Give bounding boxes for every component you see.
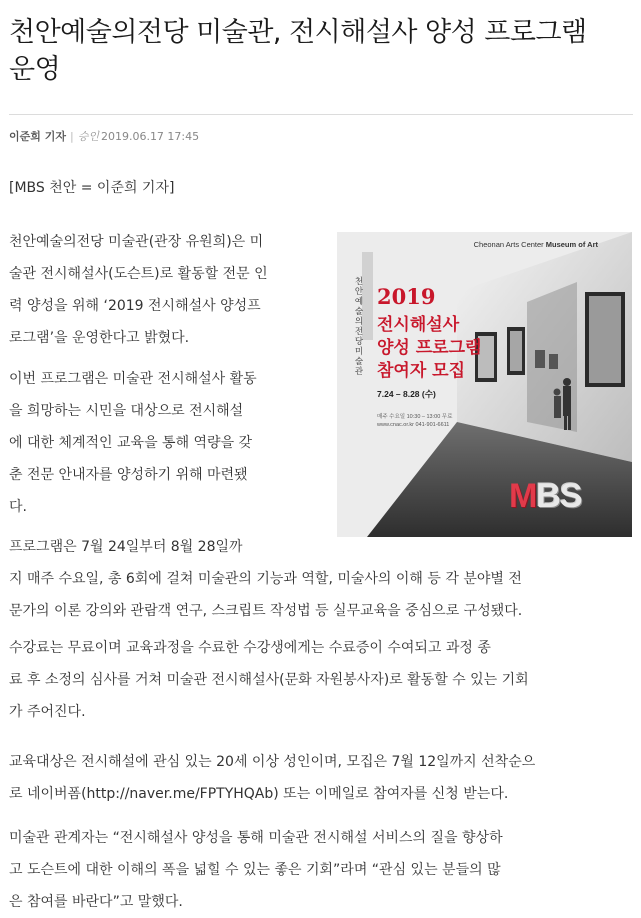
poster-year: 2019 (377, 284, 436, 309)
paragraph-schedule (9, 531, 633, 627)
paragraph-line: 은 참여를 바란다”고 말했다. (9, 894, 183, 910)
article-meta (9, 128, 199, 144)
poster-vertical-text: 천안예술의전당미술관 (354, 277, 364, 377)
mbs-watermark-logo: MBS (509, 477, 582, 515)
paragraph-line: 지 매주 수요일, 총 6회에 걸쳐 미술관의 기능과 역할, 미술사의 이해 등 각 분야별 전 (9, 571, 522, 587)
paragraph-intro (9, 226, 320, 354)
article-title-line1: 천안예술의전당 미술관, 전시해설사 양성 프로그램 (9, 17, 587, 48)
poster-header-prefix: Cheonan Arts Center (473, 240, 544, 249)
poster-dates: 7.24 – 8.28 (수) (377, 389, 436, 399)
paragraph-line: 천안예술의전당 미술관(관장 유원희)은 미 (9, 234, 264, 250)
author-name[interactable]: 이준희 기자 (9, 130, 66, 143)
paragraph-line: 력 양성을 위해 ‘2019 전시해설사 양성프 (9, 298, 261, 314)
poster-title-line1: 전시해설사 (377, 315, 460, 335)
paragraph-line: 고 도슨트에 대한 이해의 폭을 넓힐 수 있는 좋은 기회”라며 “관심 있는 분들의 많 (9, 862, 501, 878)
paragraph-quote (9, 822, 633, 918)
paragraph-line: 춘 전문 안내자를 양성하기 위해 마련됐 (9, 467, 248, 483)
paragraph-line: 가 주어진다. (9, 704, 86, 720)
paragraph-line: 로그램’을 운영한다고 밝혔다. (9, 330, 190, 346)
meta-separator: | (69, 130, 74, 143)
article-title (9, 14, 633, 88)
poster-info-line1: 매주 수요일 10:30 – 13:00 무료 (377, 414, 453, 420)
paragraph-purpose (9, 363, 320, 523)
article-title-line2: 운영 (9, 54, 61, 85)
paragraph-line: 수강료는 무료이며 교육과정을 수료한 수강생에게는 수료증이 수여되고 과정 종 (9, 640, 491, 656)
gallery-photo (337, 232, 632, 537)
paragraph-line: 을 희망하는 시민을 대상으로 전시해설 (9, 403, 244, 419)
poster-info-line2: www.cnac.or.kr 041-901-6611 (377, 422, 450, 428)
header-divider (9, 114, 633, 115)
paragraph-eligibility (9, 746, 633, 810)
publish-date: 2019.06.17 17:45 (100, 130, 200, 143)
article-poster-image[interactable] (337, 232, 632, 537)
paragraph-line: 이번 프로그램은 미술관 전시해설사 활동 (9, 371, 257, 387)
poster-title-line3: 참여자 모집 (377, 361, 466, 381)
poster-info (377, 413, 452, 429)
paragraph-line: 로 네이버폼(http://naver.me/FPTYHQAb) 또는 이메일로 참여자를 신청 받는다. (9, 786, 509, 802)
dateline-paragraph (9, 172, 309, 204)
paragraph-line: 미술관 관계자는 “전시해설사 양성을 통해 미술관 전시해설 서비스의 질을 향상하 (9, 830, 503, 846)
paragraph-line: 교육대상은 전시해설에 관심 있는 20세 이상 성인이며, 모집은 7월 12일까지 선착순으 (9, 754, 536, 770)
paragraph-line: [MBS 천안 = 이준희 기자] (9, 180, 175, 196)
approved-label: 승인 (77, 130, 99, 143)
paragraph-line: 술관 전시해설사(도슨트)로 활동할 전문 인 (9, 266, 268, 282)
poster-title-line2: 양성 프로그램 (377, 338, 482, 358)
paragraph-line: 다. (9, 499, 27, 515)
paragraph-line: 프로그램은 7월 24일부터 8월 28일까 (9, 539, 243, 555)
poster-header-bold: Museum of Art (545, 240, 598, 249)
paragraph-line: 에 대한 체계적인 교육을 통해 역량을 갖 (9, 435, 253, 451)
paragraph-line: 료 후 소정의 심사를 거쳐 미술관 전시해설사(문화 자원봉사자)로 활동할 수 있는 기회 (9, 672, 529, 688)
poster-header (474, 240, 598, 249)
paragraph-line: 문가의 이론 강의와 관람객 연구, 스크립트 작성법 등 실무교육을 중심으로 구성됐다. (9, 603, 523, 619)
paragraph-fee (9, 632, 633, 728)
